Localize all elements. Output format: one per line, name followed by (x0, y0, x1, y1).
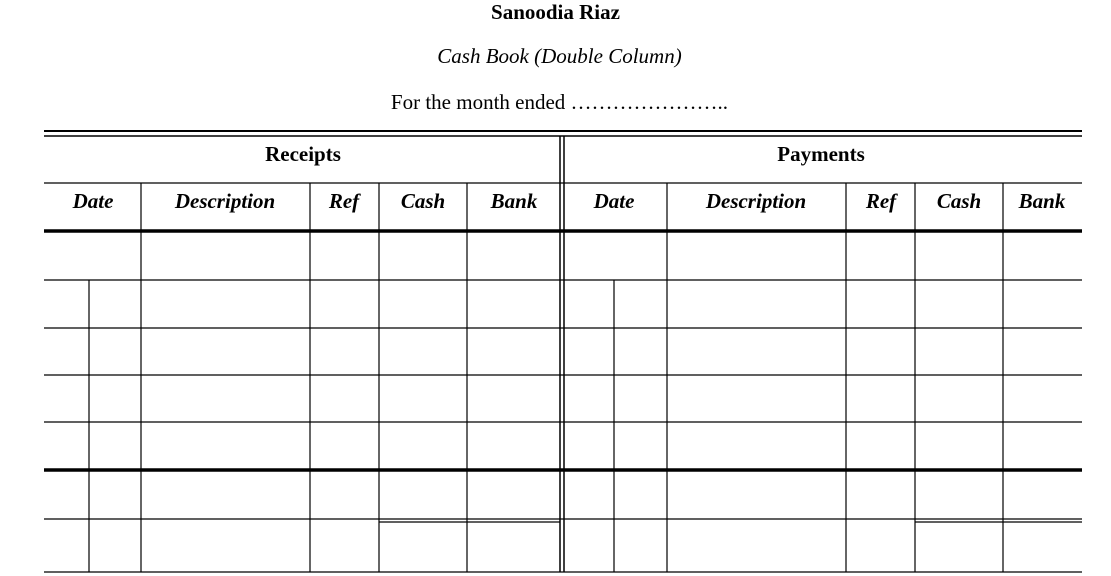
receipts-col-ref: Ref (328, 189, 360, 213)
payments-col-cash: Cash (936, 189, 982, 213)
receipts-col-cash: Cash (400, 189, 446, 213)
account-holder-name: Sanoodia Riaz (491, 0, 620, 24)
payments-col-date: Date (593, 189, 635, 213)
receipts-col-date: Date (72, 189, 114, 213)
payments-col-description: Description (705, 189, 807, 213)
receipts-col-bank: Bank (490, 189, 538, 213)
period-line: For the month ended ………………….. (390, 90, 729, 114)
payments-col-bank: Bank (1018, 189, 1066, 213)
payments-col-ref: Ref (865, 189, 897, 213)
receipts-section-title: Receipts (265, 142, 341, 166)
receipts-col-description: Description (174, 189, 276, 213)
book-title: Cash Book (Double Column) (437, 44, 682, 68)
payments-section-title: Payments (777, 142, 865, 166)
